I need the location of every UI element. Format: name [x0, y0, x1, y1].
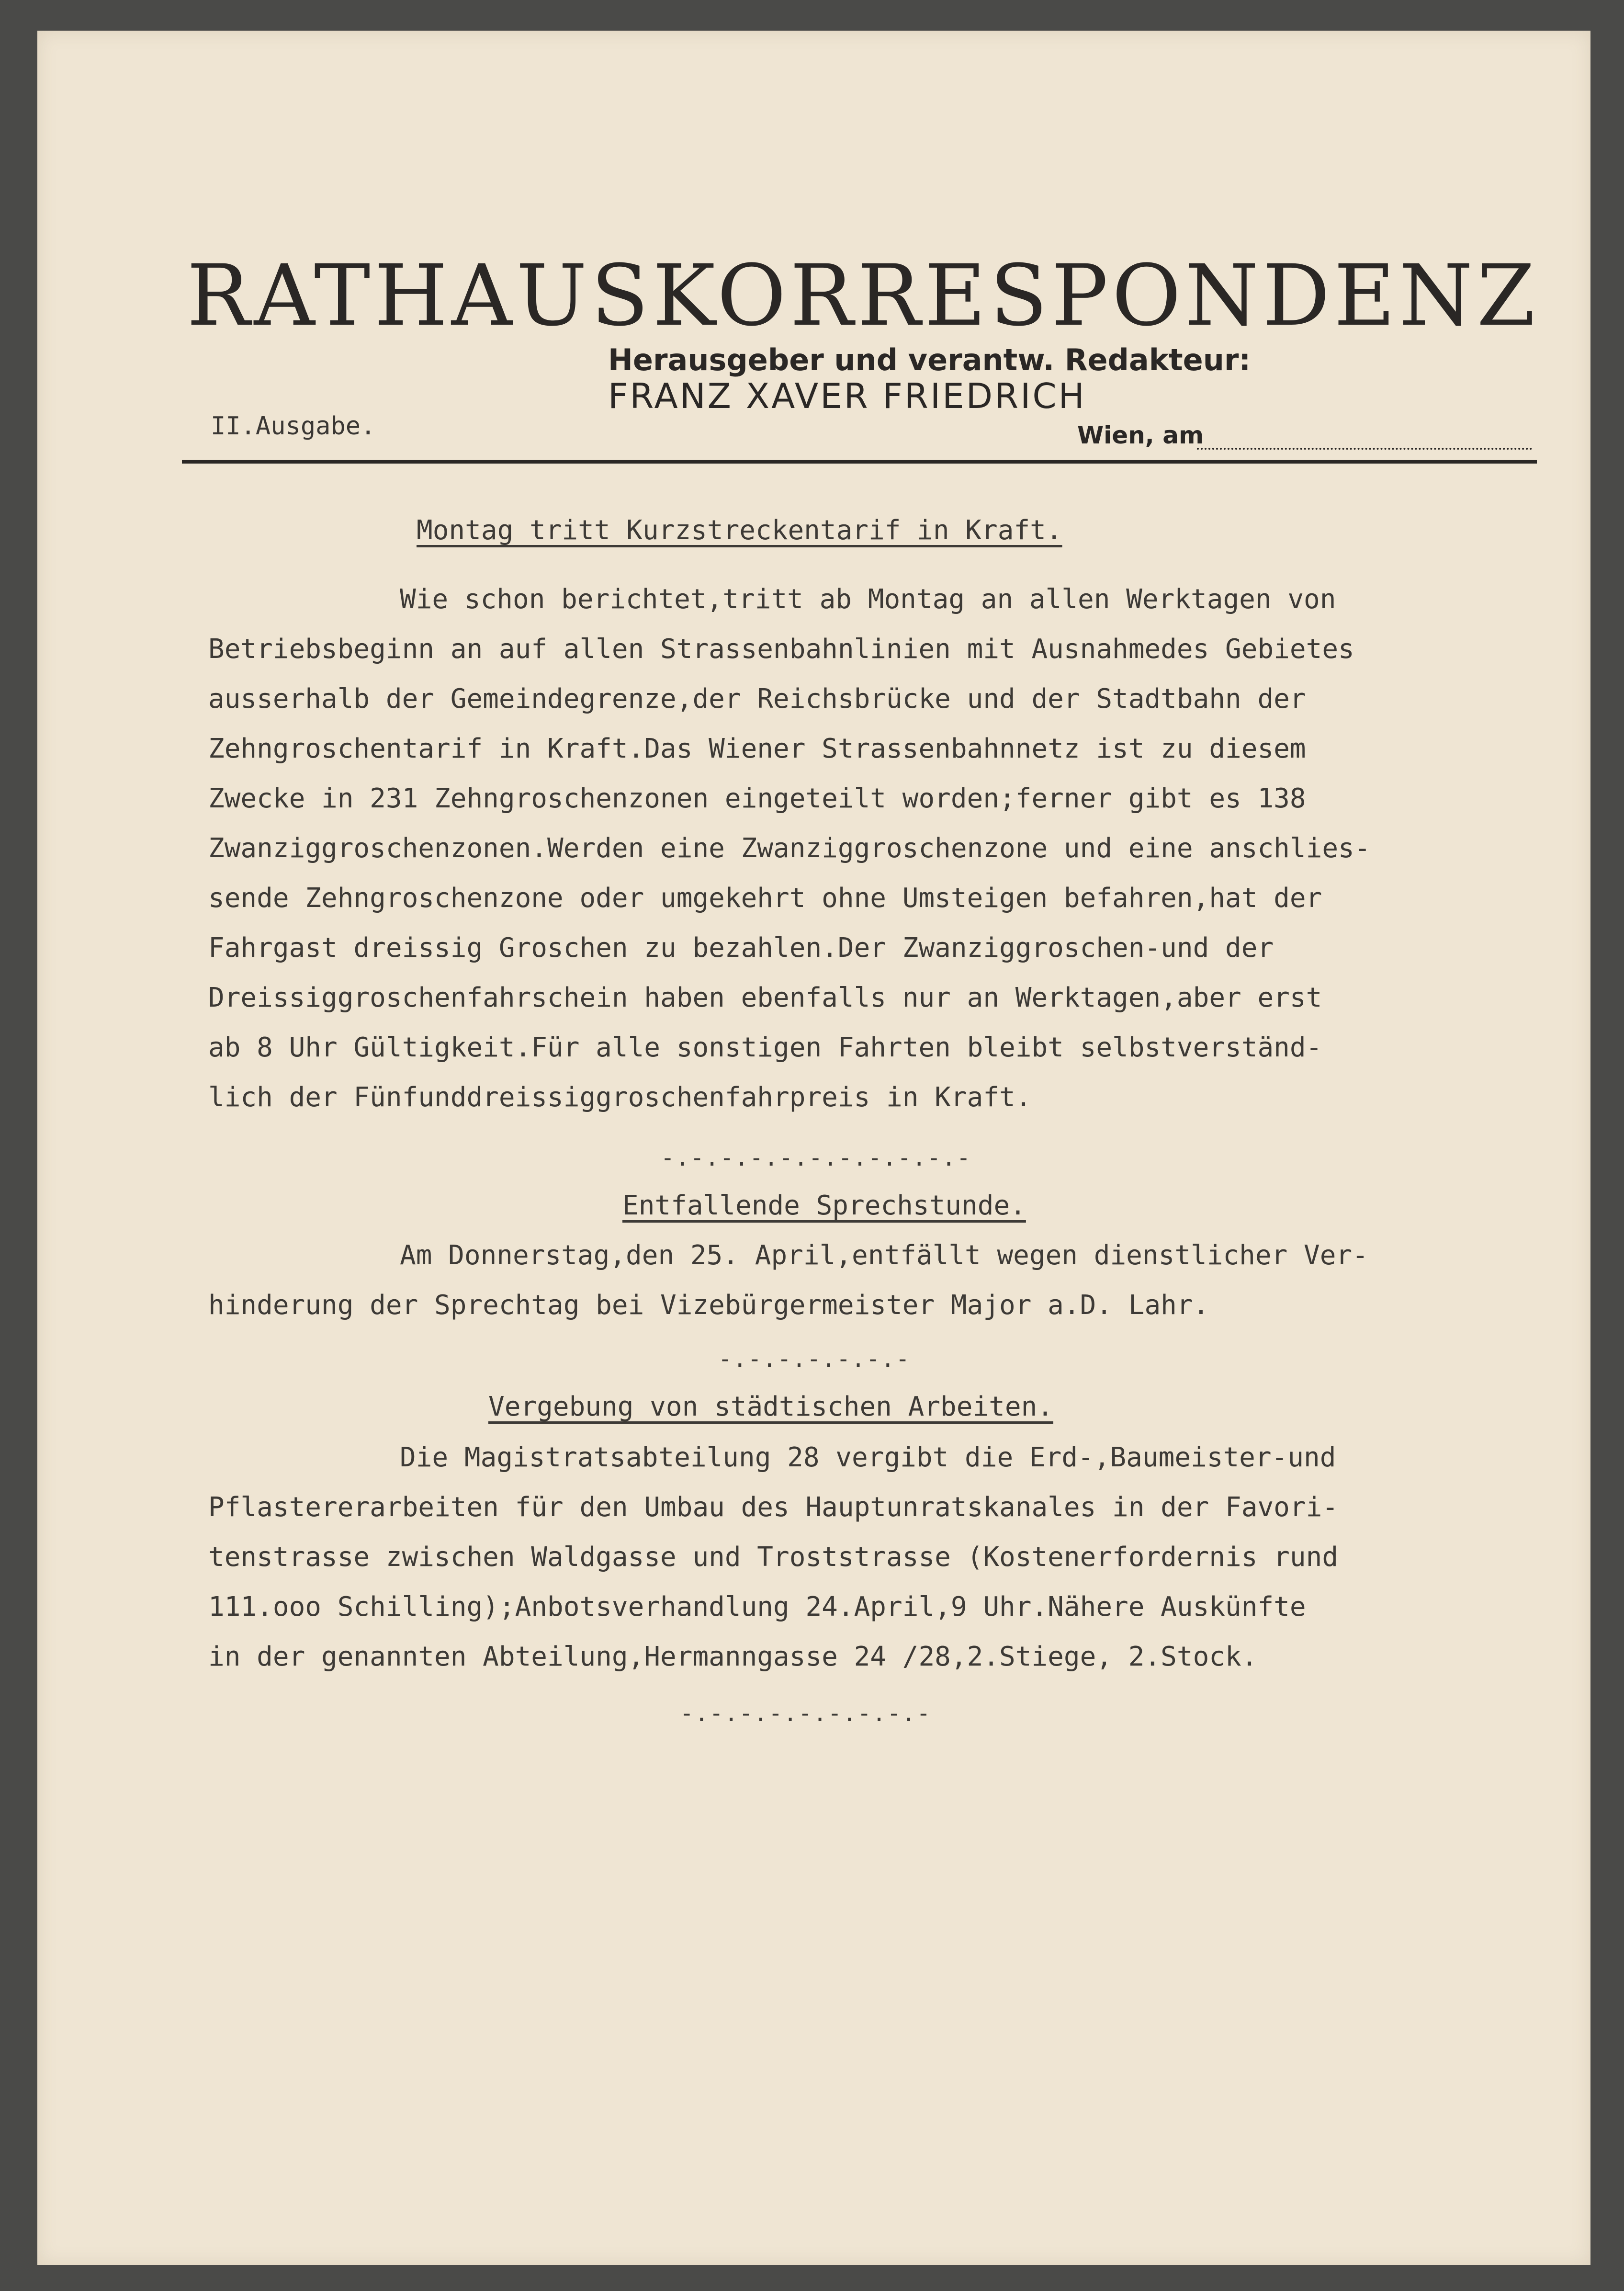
date-blank-line: [1197, 448, 1532, 450]
text-line: hinderung der Sprechtag bei Vizebürgermeister Major a.D. Lahr.: [208, 1290, 1209, 1321]
publisher-name: FRANZ XAVER FRIEDRICH: [608, 376, 1086, 416]
place-date-label: Wien, am: [1077, 421, 1204, 449]
header-rule: [182, 460, 1537, 464]
text-line: Fahrgast dreissig Groschen zu bezahlen.Der Zwanziggroschen-und der: [208, 932, 1274, 964]
section-divider: -.-.-.-.-.-.-.-.-.-.-: [661, 1145, 971, 1171]
section-body-tariff: [208, 575, 1549, 1123]
text-line: Betriebsbeginn an auf allen Strassenbahnlinien mit Ausnahmedes Gebietes: [208, 634, 1354, 665]
section-body-contracts: [208, 1433, 1549, 1682]
text-line: Pflastererarbeiten für den Umbau des Hauptunratskanales in der Favori-: [208, 1492, 1339, 1523]
masthead-title: RATHAUSKORRESPONDENZ: [187, 247, 1539, 345]
text-line: Am Donnerstag,den 25. April,entfällt wegen dienstlicher Ver-: [400, 1240, 1368, 1271]
text-line: tenstrasse zwischen Waldgasse und Troststrasse (Kostenerfordernis rund: [208, 1542, 1339, 1573]
text-line: 111.ooo Schilling);Anbotsverhandlung 24.April,9 Uhr.Nähere Auskünfte: [208, 1591, 1306, 1622]
text-line: Zwecke in 231 Zehngroschenzonen eingeteilt worden;ferner gibt es 138: [208, 783, 1306, 814]
section-heading-office-hours: Entfallende Sprechstunde.: [622, 1190, 1026, 1221]
text-line: Die Magistratsabteilung 28 vergibt die Erd-,Baumeister-und: [400, 1442, 1336, 1473]
text-line: Wie schon berichtet,tritt ab Montag an allen Werktagen von: [400, 584, 1336, 615]
publisher-label: Herausgeber und verantw. Redakteur:: [608, 342, 1251, 377]
text-line: lich der Fünfunddreissiggroschenfahrpreis in Kraft.: [208, 1082, 1032, 1113]
text-line: sende Zehngroschenzone oder umgekehrt ohne Umsteigen befahren,hat der: [208, 883, 1322, 914]
text-line: Dreissiggroschenfahrschein haben ebenfalls nur an Werktagen,aber erst: [208, 982, 1322, 1013]
section-body-office-hours: [208, 1231, 1549, 1330]
section-divider: -.-.-.-.-.-.-.-.-: [680, 1700, 932, 1727]
section-heading-contracts: Vergebung von städtischen Arbeiten.: [488, 1391, 1054, 1422]
text-line: ab 8 Uhr Gültigkeit.Für alle sonstigen Fahrten bleibt selbstverständ-: [208, 1032, 1322, 1063]
text-line: ausserhalb der Gemeindegrenze,der Reichsbrücke und der Stadtbahn der: [208, 683, 1306, 715]
section-divider: -.-.-.-.-.-.-: [718, 1346, 911, 1372]
section-heading-tariff: Montag tritt Kurzstreckentarif in Kraft.: [417, 515, 1062, 546]
text-line: in der genannten Abteilung,Hermanngasse 24 /28,2.Stiege, 2.Stock.: [208, 1641, 1258, 1672]
text-line: Zwanziggroschenzonen.Werden eine Zwanziggroschenzone und eine anschlies-: [208, 833, 1371, 864]
text-line: Zehngroschentarif in Kraft.Das Wiener Strassenbahnnetz ist zu diesem: [208, 733, 1306, 764]
edition-label: II.Ausgabe.: [211, 412, 376, 441]
